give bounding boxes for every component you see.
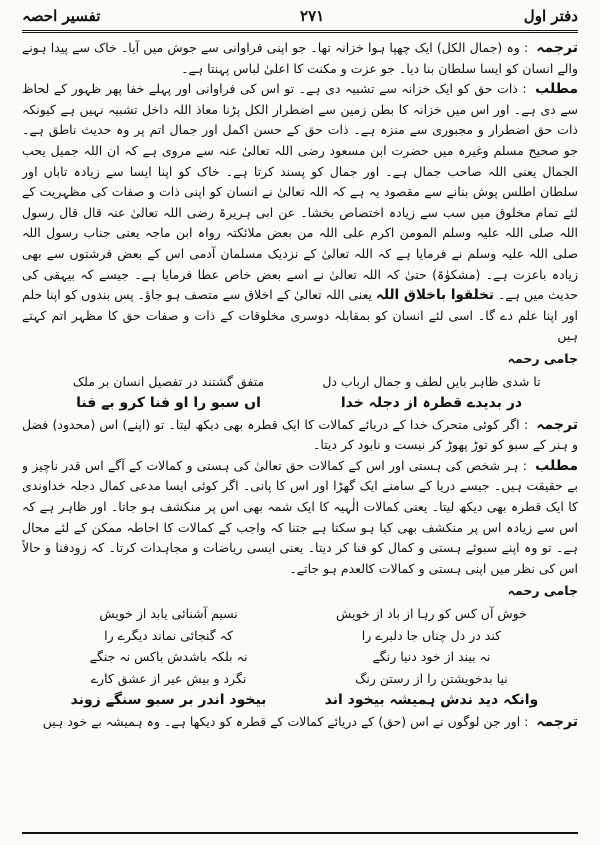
translation-paragraph: ترجمہ : وہ (جمال الکل) ایک چھپا ہوا خزانہ تھا۔ جو اپنی فراوانی سے جوش میں آیا۔ خاک سے پیدا ہونے والے انسان کو ایسا سلطان بنا دیا۔ جو عزت و مکنت کا اعلیٰ لباس پہنتا ہے۔ (22, 40, 578, 76)
couplet-first-half: کند در دل چناں جا دلبرے را (361, 627, 502, 643)
couplet (22, 669, 578, 690)
translation-text: اگر کوئی متحرک خدا کے دریائے کمالات کا ایک قطرہ بھی دیکھ لیتا۔ تو (اپنے) اس (محدود) فضل و ہنر کے سبو کو توڑ پھوڑ کر نیست و نابود کر دیتا۔ (22, 416, 578, 453)
page-number: ۲۷۱ (300, 7, 325, 25)
couplet (22, 372, 578, 393)
couplet-second-half: بیخود اندر بر سبو سنگے زوند (70, 692, 267, 709)
couplet (22, 626, 578, 647)
couplet-second-half: کہ گنجائی نماند دیگرے را (104, 627, 233, 643)
couplet-second-half: اں سبو را او فنا کرو بے فنا (76, 395, 261, 412)
translation-text: اور جن لوگوں نے اس (حق) کے دریائے کمالات کے قطرہ کو دیکھا ہے۔ وہ ہمیشہ بے خود ہیں (42, 714, 521, 729)
header-rule (22, 30, 578, 36)
page-header (22, 4, 578, 28)
couplet-second-half: نہ بلکہ باشدش باکس نہ جنگے (89, 649, 248, 665)
translation-paragraph: ترجمہ : اور جن لوگوں نے اس (حق) کے دریائے کمالات کے قطرہ کو دیکھا ہے۔ وہ ہمیشہ بے خود ہیں (42, 714, 578, 730)
explanation-text: ہر شخص کی ہستی اور اس کے کمالات حق تعالیٰ کی ہستی و کمالات کے آگے اس قدر ناچیز و بے حقیقت ہیں۔ جیسے دریا کے سامنے ایک گھڑا اور اس کا پانی۔ اگر کوئی ایسا مدعی کمال دجلہ خداوندی کا ایک قطرہ بھی دیکھ لیتا۔ یعنی کمالات الٰہیہ کا ایک شمہ بھی اس پر منکشف ہو جاتا۔ اور ظاہر ہے کہ اس سے زیادہ اس پر منکشف بھی کیا ہو سکتا ہے جتنا کہ واجب کے کمالات کا احاطہ ممکن کے لئے محال ہے۔ تو وہ اپنے سبوئے ہستی و کمال کو فنا کر دیتا۔ یعنی ایسی ریاضات و مجاہدات کرتا۔ کہ زودفنا و حالاً اس کی نظر میں اپنی ہستی و کمالات کالعدم ہو جاتے۔ (22, 457, 578, 576)
explanation-text-continued: یعنی اللہ تعالیٰ کے اخلاق سے متصف ہو جاؤ۔ پس بندوں کو اپنا حلم اور اپنا علم دے گا۔ اسی لئے انسان کو بمقابلہ دوسری مخلوقات کے ذات و صفات حق کا مظہر اتم کہتے ہیں (22, 287, 578, 344)
couplet (22, 393, 578, 414)
couplet-second-half: نگرد و بیش عیر از عشق کارے (90, 670, 247, 686)
couplet-first-half: تا شدی ظاہر بایں لطف و جمال ارباب دل (322, 373, 541, 389)
poet-attribution: جامی رحمہ (507, 583, 578, 599)
translation-label: ترجمہ (536, 714, 578, 730)
explanation-paragraph: مطلب : ذات حق کو ایک خزانہ سے تشبیہ دی ہے۔ تو اس کی فراوانی اور پہلے خفا پھر ظہور کے لحاظ سے دی ہے۔ اور اس میں خزانہ کا بطن زمین سے اضطرار الکل پڑنا معاذ اللہ داخل تشبیہ نہیں ہے کیونکہ ذات حق اضطرار و مجبوری سے منزہ ہے۔ ذات حق کے حسن اکمل اور جمال اتم پر وہ حدیث ناطق ہے۔ جو صحیح مسلم وغیرہ میں حضرت ابن مسعود رضی اللہ تعالیٰ عنہ سے مروی ہے کہ ان اللہ جمیل یحب الجمال یعنی اللہ صاحب جمال ہے۔ اور جمال کو پسند کرتا ہے۔ خاک کو اپنا ایسا سے زیادہ تاباں اور سلطان اطلس پوش بنانے سے مقصود یہ ہے کہ اللہ تعالیٰ نے انسان کو اپنی ذات و صفات کی مظہریت کے لئے تمام مخلوق میں سب سے زیادہ اختصاص بخشا۔ عن ابی ہریرۃ رضی اللہ تعالیٰ عنہ قال قال رسول اللہ صلی اللہ علیہ وسلم المومن اکرم علی اللہ من بعض ملائکتہ رواہ ابن ماجہ یعنی جناب رسول اللہ صلی اللہ علیہ وسلم نے فرمایا ہے کہ اللہ تعالیٰ کے نزدیک مسلمان آدمی اس کے بعض فرشتوں سے بھی زیادہ باعزت ہے۔ (مشکوٰۃ) حتیٰ کہ اللہ تعالیٰ نے اسے بعض خاص عطا فرمایا ہے۔ جیسے کہ بیہقی کی حدیث میں ہے۔ تخلقوا باخلاق اللہ یعنی اللہ تعالیٰ کے اخلاق سے متصف ہو جاؤ۔ پس بندوں کو اپنا حلم اور اپنا علم دے گا۔ اسی لئے انسان کو بمقابلہ دوسری مخلوقات کے ذات و صفات حق کا مظہر اتم کہتے ہیں (22, 81, 578, 344)
page-body (22, 38, 578, 828)
couplet-second-half: نسیم آشنائی یابد از خویش (99, 606, 238, 622)
couplet (22, 690, 578, 711)
translation-paragraph: ترجمہ : اگر کوئی متحرک خدا کے دریائے کمالات کا ایک قطرہ بھی دیکھ لیتا۔ تو (اپنے) اس (محدود) فضل و ہنر کے سبو کو توڑ پھوڑ کر نیست و نابود کر دیتا۔ (22, 416, 578, 453)
couplet (22, 647, 578, 668)
translation-label: ترجمہ (536, 40, 578, 56)
couplet-first-half: خوش آں کس کو رہا از باد از خویش (336, 606, 527, 622)
explanation-label: مطلب (535, 81, 578, 98)
translation-label: ترجمہ (536, 416, 578, 433)
header-book-part: دفتر اول (523, 7, 578, 25)
header-section-title: تفسیر احصہ (22, 7, 101, 25)
couplet-first-half: در بدیدے قطرہ از دجلہ خدا (340, 395, 523, 412)
couplet-first-half: وانکہ دید ندش ہمیشہ بیخود اند (324, 692, 539, 709)
explanation-paragraph: مطلب : ہر شخص کی ہستی اور اس کے کمالات حق تعالیٰ کی ہستی و کمالات کے آگے اس قدر ناچیز و بے حقیقت ہیں۔ جیسے دریا کے سامنے ایک گھڑا اور اس کا پانی۔ اگر کوئی ایسا مدعی کمال دجلہ خداوندی کا ایک قطرہ بھی دیکھ لیتا۔ یعنی کمالات الٰہیہ کا ایک شمہ بھی اس پر منکشف ہو جاتا۔ اور ظاہر ہے کہ اس سے زیادہ اس پر منکشف بھی کیا ہو سکتا ہے جتنا کہ واجب کے کمالات کا احاطہ ممکن کے لئے محال ہے۔ تو وہ اپنے سبوئے ہستی و کمال کو فنا کر دیتا۔ یعنی ایسی ریاضات و مجاہدات کرتا۔ کہ زودفنا و حالاً اس کی نظر میں اپنی ہستی و کمالات کالعدم ہو جاتے۔ (22, 457, 578, 576)
couplet-first-half: نہ بیند از خود دنیا رنگے (372, 649, 491, 665)
poet-attribution: جامی رحمہ (507, 350, 578, 366)
footer-rule (22, 832, 578, 834)
explanation-text: ذات حق کو ایک خزانہ سے تشبیہ دی ہے۔ تو اس کی فراوانی اور پہلے خفا پھر ظہور کے لحاظ سے دی ہے۔ اور اس میں خزانہ کا بطن زمین سے اضطرار الکل پڑنا معاذ اللہ داخل تشبیہ نہیں ہے کیونکہ ذات حق اضطرار و مجبوری سے منزہ ہے۔ ذات حق کے حسن اکمل اور جمال اتم پر وہ حدیث ناطق ہے۔ جو صحیح مسلم وغیرہ میں حضرت ابن مسعود رضی اللہ تعالیٰ عنہ سے مروی ہے کہ ان اللہ جمیل یحب الجمال یعنی اللہ صاحب جمال ہے۔ اور جمال کو پسند کرتا ہے۔ خاک کو اپنا ایسا سے زیادہ تاباں اور سلطان اطلس پوش بنانے سے مقصود یہ ہے کہ اللہ تعالیٰ نے انسان کو اپنی ذات و صفات کی مظہریت کے لئے تمام مخلوق میں سب سے زیادہ اختصاص بخشا۔ عن ابی ہریرۃ رضی اللہ تعالیٰ عنہ قال قال رسول اللہ صلی اللہ علیہ وسلم المومن اکرم علی اللہ من بعض ملائکتہ رواہ ابن ماجہ یعنی جناب رسول اللہ صلی اللہ علیہ وسلم نے فرمایا ہے کہ اللہ تعالیٰ کے نزدیک مسلمان آدمی اس کے بعض فرشتوں سے بھی زیادہ باعزت ہے۔ (مشکوٰۃ) حتیٰ کہ اللہ تعالیٰ نے اسے بعض خاص عطا فرمایا ہے۔ جیسے کہ بیہقی کی حدیث میں ہے۔ (22, 81, 578, 303)
couplet-second-half: متفق گشتند در تفصیل انسان بر ملک (72, 373, 265, 389)
couplet (22, 604, 578, 625)
explanation-label: مطلب (535, 457, 578, 474)
couplet-first-half: نیا بدخویشتن را از رستن رنگ (355, 670, 508, 686)
hadith-quote: تخلقوا باخلاق اللہ (376, 287, 494, 304)
translation-text: وہ (جمال الکل) ایک چھپا ہوا خزانہ تھا۔ جو اپنی فراوانی سے جوش میں آیا۔ خاک سے پیدا ہونے والے انسان کو ایسا سلطان بنا دیا۔ جو عزت و مکنت کا اعلیٰ لباس پہنتا ہے۔ (22, 40, 578, 76)
